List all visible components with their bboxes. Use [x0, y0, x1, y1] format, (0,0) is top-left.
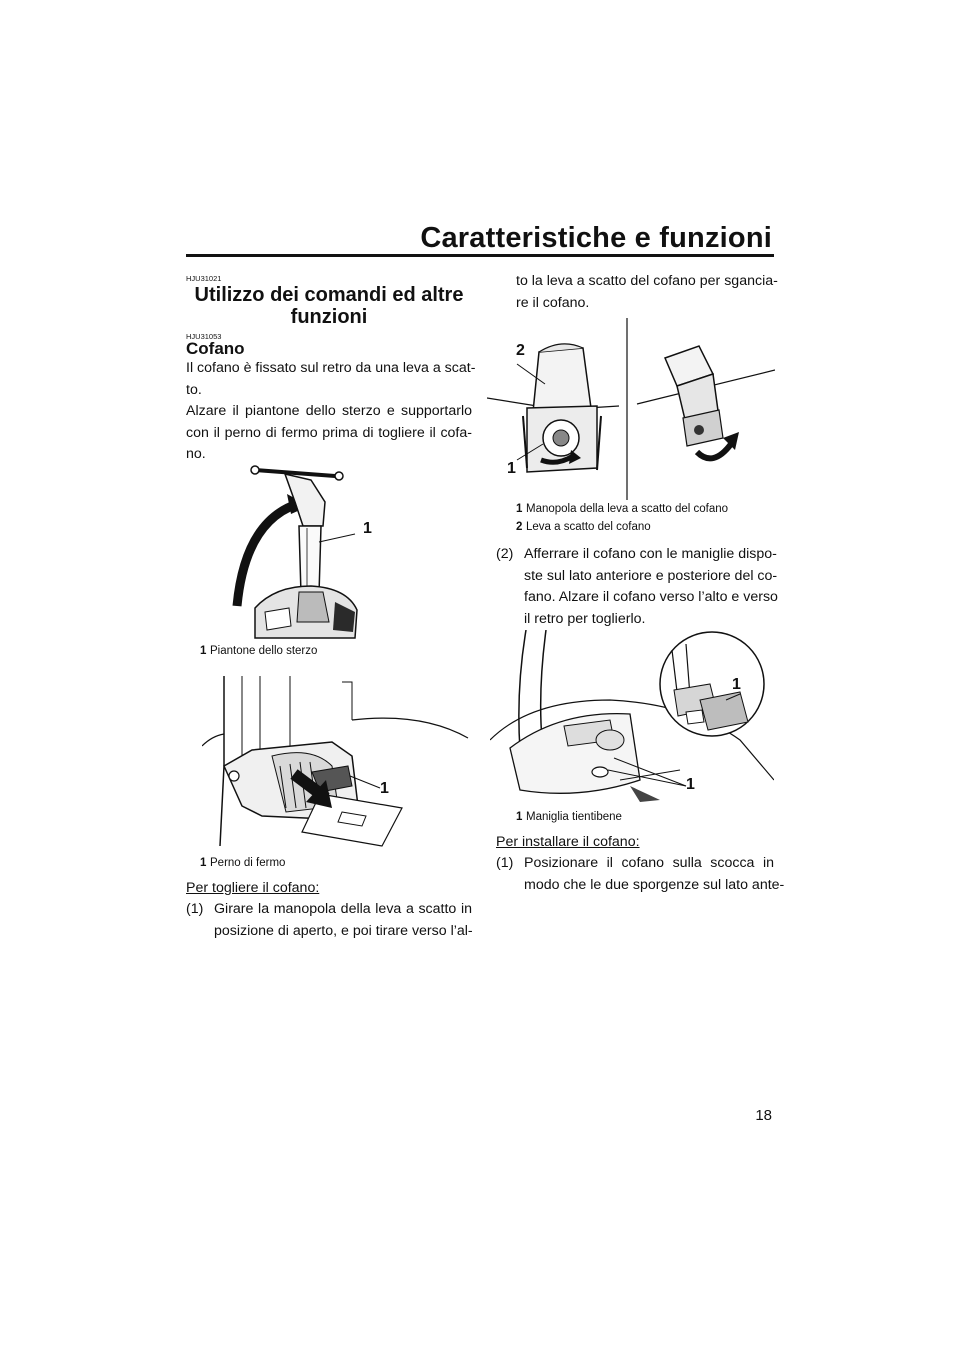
- step-line: Afferrare il cofano con le maniglie dispo-: [524, 546, 777, 562]
- step-line: fano. Alzare il cofano verso l’alto e verso: [524, 589, 778, 605]
- install-heading: Per installare il cofano:: [496, 834, 640, 850]
- figure-label: 1: [732, 676, 741, 693]
- para-line: con il perno di fermo prima di togliere il cofa-: [186, 424, 472, 441]
- figure-label: 1: [380, 780, 389, 797]
- caption-row: [516, 519, 728, 537]
- install-step1: [524, 853, 785, 896]
- remove-step1-continued: [516, 271, 778, 314]
- intro-line: Il cofano è fissato sul retro da una leva a scat-: [186, 360, 476, 376]
- figure-caption: [200, 855, 285, 873]
- figure-hood-latch: [487, 318, 775, 500]
- step-line: modo che le due sporgenze sul lato ante-: [524, 876, 785, 893]
- remove-step2-number: (2): [496, 546, 514, 562]
- caption-number: 1: [516, 811, 523, 823]
- caption-text: Piantone dello sterzo: [210, 645, 318, 657]
- caption-number: 1: [200, 857, 207, 869]
- step-line: Girare la manopola della leva a scatto in: [214, 901, 472, 917]
- caption-text: Leva a scatto del cofano: [526, 520, 651, 533]
- section-code: HJU31021: [186, 274, 222, 283]
- figure-caption: [516, 501, 728, 536]
- figure-label: 2: [516, 342, 525, 359]
- remove-step2: [524, 544, 778, 630]
- caption-number: 2: [516, 520, 523, 533]
- caption-text: Perno di fermo: [210, 857, 286, 869]
- subsection-title: Cofano: [186, 339, 245, 358]
- caption-number: 1: [516, 503, 523, 515]
- grab-handles-illustration: [490, 630, 774, 808]
- remove-heading: Per togliere il cofano:: [186, 880, 320, 896]
- section-title-line: Utilizzo dei comandi ed altre: [194, 284, 464, 306]
- caption-text: Manopola della leva a scatto del cofano: [526, 503, 729, 515]
- cofano-para2: [186, 401, 472, 466]
- step-line: Posizionare il cofano sulla scocca in: [524, 855, 774, 871]
- step-line: to la leva a scatto del cofano per sgancia-: [516, 273, 778, 289]
- step-line: ste sul lato anteriore e posteriore del co-: [524, 567, 778, 584]
- caption-number: 1: [200, 645, 207, 657]
- page-header-title: Caratteristiche e funzioni: [420, 222, 772, 254]
- caption-text: Maniglia tientibene: [526, 811, 622, 823]
- install-step1-number: (1): [496, 855, 514, 871]
- para-line: Alzare il piantone dello sterzo e supportarlo: [186, 403, 472, 419]
- figure-label: 1: [363, 520, 372, 537]
- figure-label: 1: [686, 776, 695, 793]
- figure-caption: [516, 809, 622, 827]
- figure-caption: [200, 643, 317, 661]
- subsection-code: HJU31053: [186, 332, 222, 341]
- section-title: [186, 284, 472, 328]
- stopper-pin-illustration: [202, 676, 470, 854]
- remove-step1: [214, 899, 472, 942]
- step-line: il retro per toglierlo.: [524, 610, 646, 627]
- intro-line: to.: [186, 381, 202, 398]
- page-number: 18: [755, 1107, 772, 1124]
- figure-label: 1: [507, 460, 516, 477]
- caption-row: [516, 501, 728, 519]
- step-line: posizione di aperto, e poi tirare verso l’al-: [214, 922, 473, 939]
- figure-grab-handles: [490, 630, 774, 808]
- figure-stopper-pin: [202, 676, 470, 854]
- steering-column-illustration: [215, 462, 385, 644]
- remove-step1-number: (1): [186, 901, 204, 917]
- cofano-intro: [186, 358, 476, 401]
- figure-steering-column: [215, 462, 385, 644]
- step-line: re il cofano.: [516, 294, 590, 311]
- section-title-line: funzioni: [290, 306, 368, 328]
- header-rule: [186, 254, 774, 257]
- para-line: no.: [186, 446, 206, 462]
- hood-latch-illustration: [487, 318, 775, 500]
